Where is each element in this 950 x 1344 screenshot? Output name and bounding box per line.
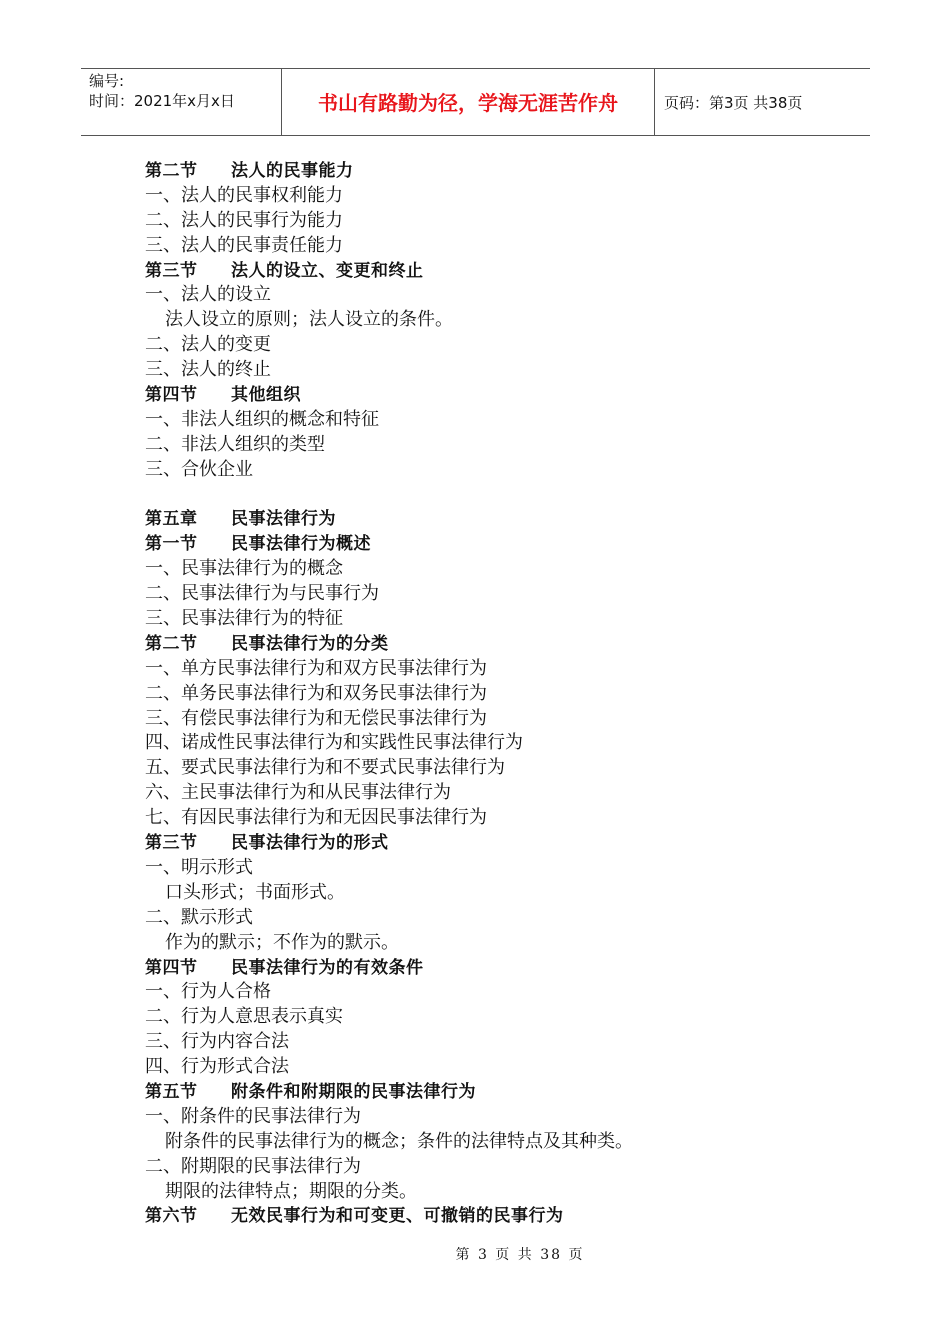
section-number: 第五节 (145, 1081, 198, 1102)
section-number: 第五章 (145, 509, 198, 530)
section-title: 法人的民事能力 (231, 161, 354, 181)
outline-item: 一、民事法律行为的概念 (145, 558, 343, 580)
section-number: 第二节 (145, 161, 198, 181)
section-title: 民事法律行为的形式 (231, 833, 389, 854)
section-heading (145, 159, 865, 184)
outline-item: 一、附条件的民事法律行为 (145, 1105, 361, 1127)
section-title: 其他组织 (231, 385, 301, 406)
header-motto: 书山有路勤为径，学海无涯苦作舟 (282, 69, 655, 135)
section-number: 第四节 (145, 957, 198, 978)
outline-item: 二、非法人组织的类型 (145, 433, 325, 455)
section-title: 无效民事行为和可变更、可撤销的民事行为 (231, 1206, 564, 1227)
outline-item: 二、法人的变更 (145, 334, 271, 356)
section-title: 法人的设立、变更和终止 (231, 260, 424, 281)
outline-item: 一、明示形式 (145, 856, 253, 878)
section-title: 附条件和附期限的民事法律行为 (231, 1081, 476, 1102)
item-detail: 期限的法律特点；期限的分类。 (165, 1180, 417, 1202)
outline-item: 二、附期限的民事法律行为 (145, 1155, 361, 1177)
section-number: 第二节 (145, 633, 198, 654)
outline-item: 二、单务民事法律行为和双务民事法律行为 (145, 682, 487, 704)
outline-item: 三、法人的民事责任能力 (145, 234, 343, 256)
section-title: 民事法律行为 (231, 509, 336, 530)
outline-item: 二、民事法律行为与民事行为 (145, 583, 379, 605)
section-heading (145, 956, 865, 981)
outline-item: 一、行为人合格 (145, 981, 271, 1003)
blank-spacer (145, 483, 865, 508)
item-detail: 附条件的民事法律行为的概念；条件的法律特点及其种类。 (165, 1130, 633, 1152)
section-heading (145, 831, 865, 856)
header-meta (81, 69, 282, 135)
item-detail: 作为的默示；不作为的默示。 (165, 931, 399, 953)
outline-item: 三、合伙企业 (145, 458, 253, 480)
outline-item: 一、法人的民事权利能力 (145, 184, 343, 206)
section-title: 民事法律行为的有效条件 (231, 957, 424, 978)
outline-item: 二、行为人意思表示真实 (145, 1006, 343, 1028)
header-page-info: 页码：第3页 共38页 (664, 94, 803, 112)
outline-item: 三、有偿民事法律行为和无偿民事法律行为 (145, 707, 487, 729)
section-heading (145, 1080, 865, 1105)
section-heading (145, 632, 865, 657)
outline-item: 六、主民事法律行为和从民事法律行为 (145, 782, 451, 804)
document-number-label: 编号: (89, 72, 125, 90)
outline-item: 一、单方民事法律行为和双方民事法律行为 (145, 657, 487, 679)
section-number: 第一节 (145, 534, 198, 555)
outline-item: 三、行为内容合法 (145, 1031, 289, 1053)
outline-item: 五、要式民事法律行为和不要式民事法律行为 (145, 757, 505, 779)
section-heading (145, 383, 865, 408)
document-time-label: 时间：2021年x月x日 (89, 92, 235, 110)
outline-item: 二、默示形式 (145, 906, 253, 928)
section-heading (145, 532, 865, 557)
document-body (145, 159, 865, 1229)
section-heading (145, 507, 865, 532)
outline-item: 四、诺成性民事法律行为和实践性民事法律行为 (145, 732, 523, 754)
section-title: 民事法律行为的分类 (231, 633, 389, 654)
section-number: 第三节 (145, 260, 198, 281)
section-number: 第三节 (145, 833, 198, 854)
outline-item: 四、行为形式合法 (145, 1056, 289, 1078)
section-title: 民事法律行为概述 (231, 534, 371, 555)
outline-item: 七、有因民事法律行为和无因民事法律行为 (145, 807, 487, 829)
outline-item: 三、民事法律行为的特征 (145, 608, 343, 630)
section-number: 第四节 (145, 385, 198, 406)
outline-item: 一、非法人组织的概念和特征 (145, 408, 379, 430)
section-number: 第六节 (145, 1206, 198, 1227)
outline-item: 三、法人的终止 (145, 359, 271, 381)
outline-item: 二、法人的民事行为能力 (145, 209, 343, 231)
page-header (81, 68, 870, 136)
section-heading (145, 1204, 865, 1229)
item-detail: 法人设立的原则；法人设立的条件。 (165, 309, 453, 331)
item-detail: 口头形式；书面形式。 (165, 881, 345, 903)
page-footer: 第 3 页 共 38 页 (455, 1247, 585, 1263)
outline-item: 一、法人的设立 (145, 284, 271, 306)
section-heading (145, 259, 865, 284)
